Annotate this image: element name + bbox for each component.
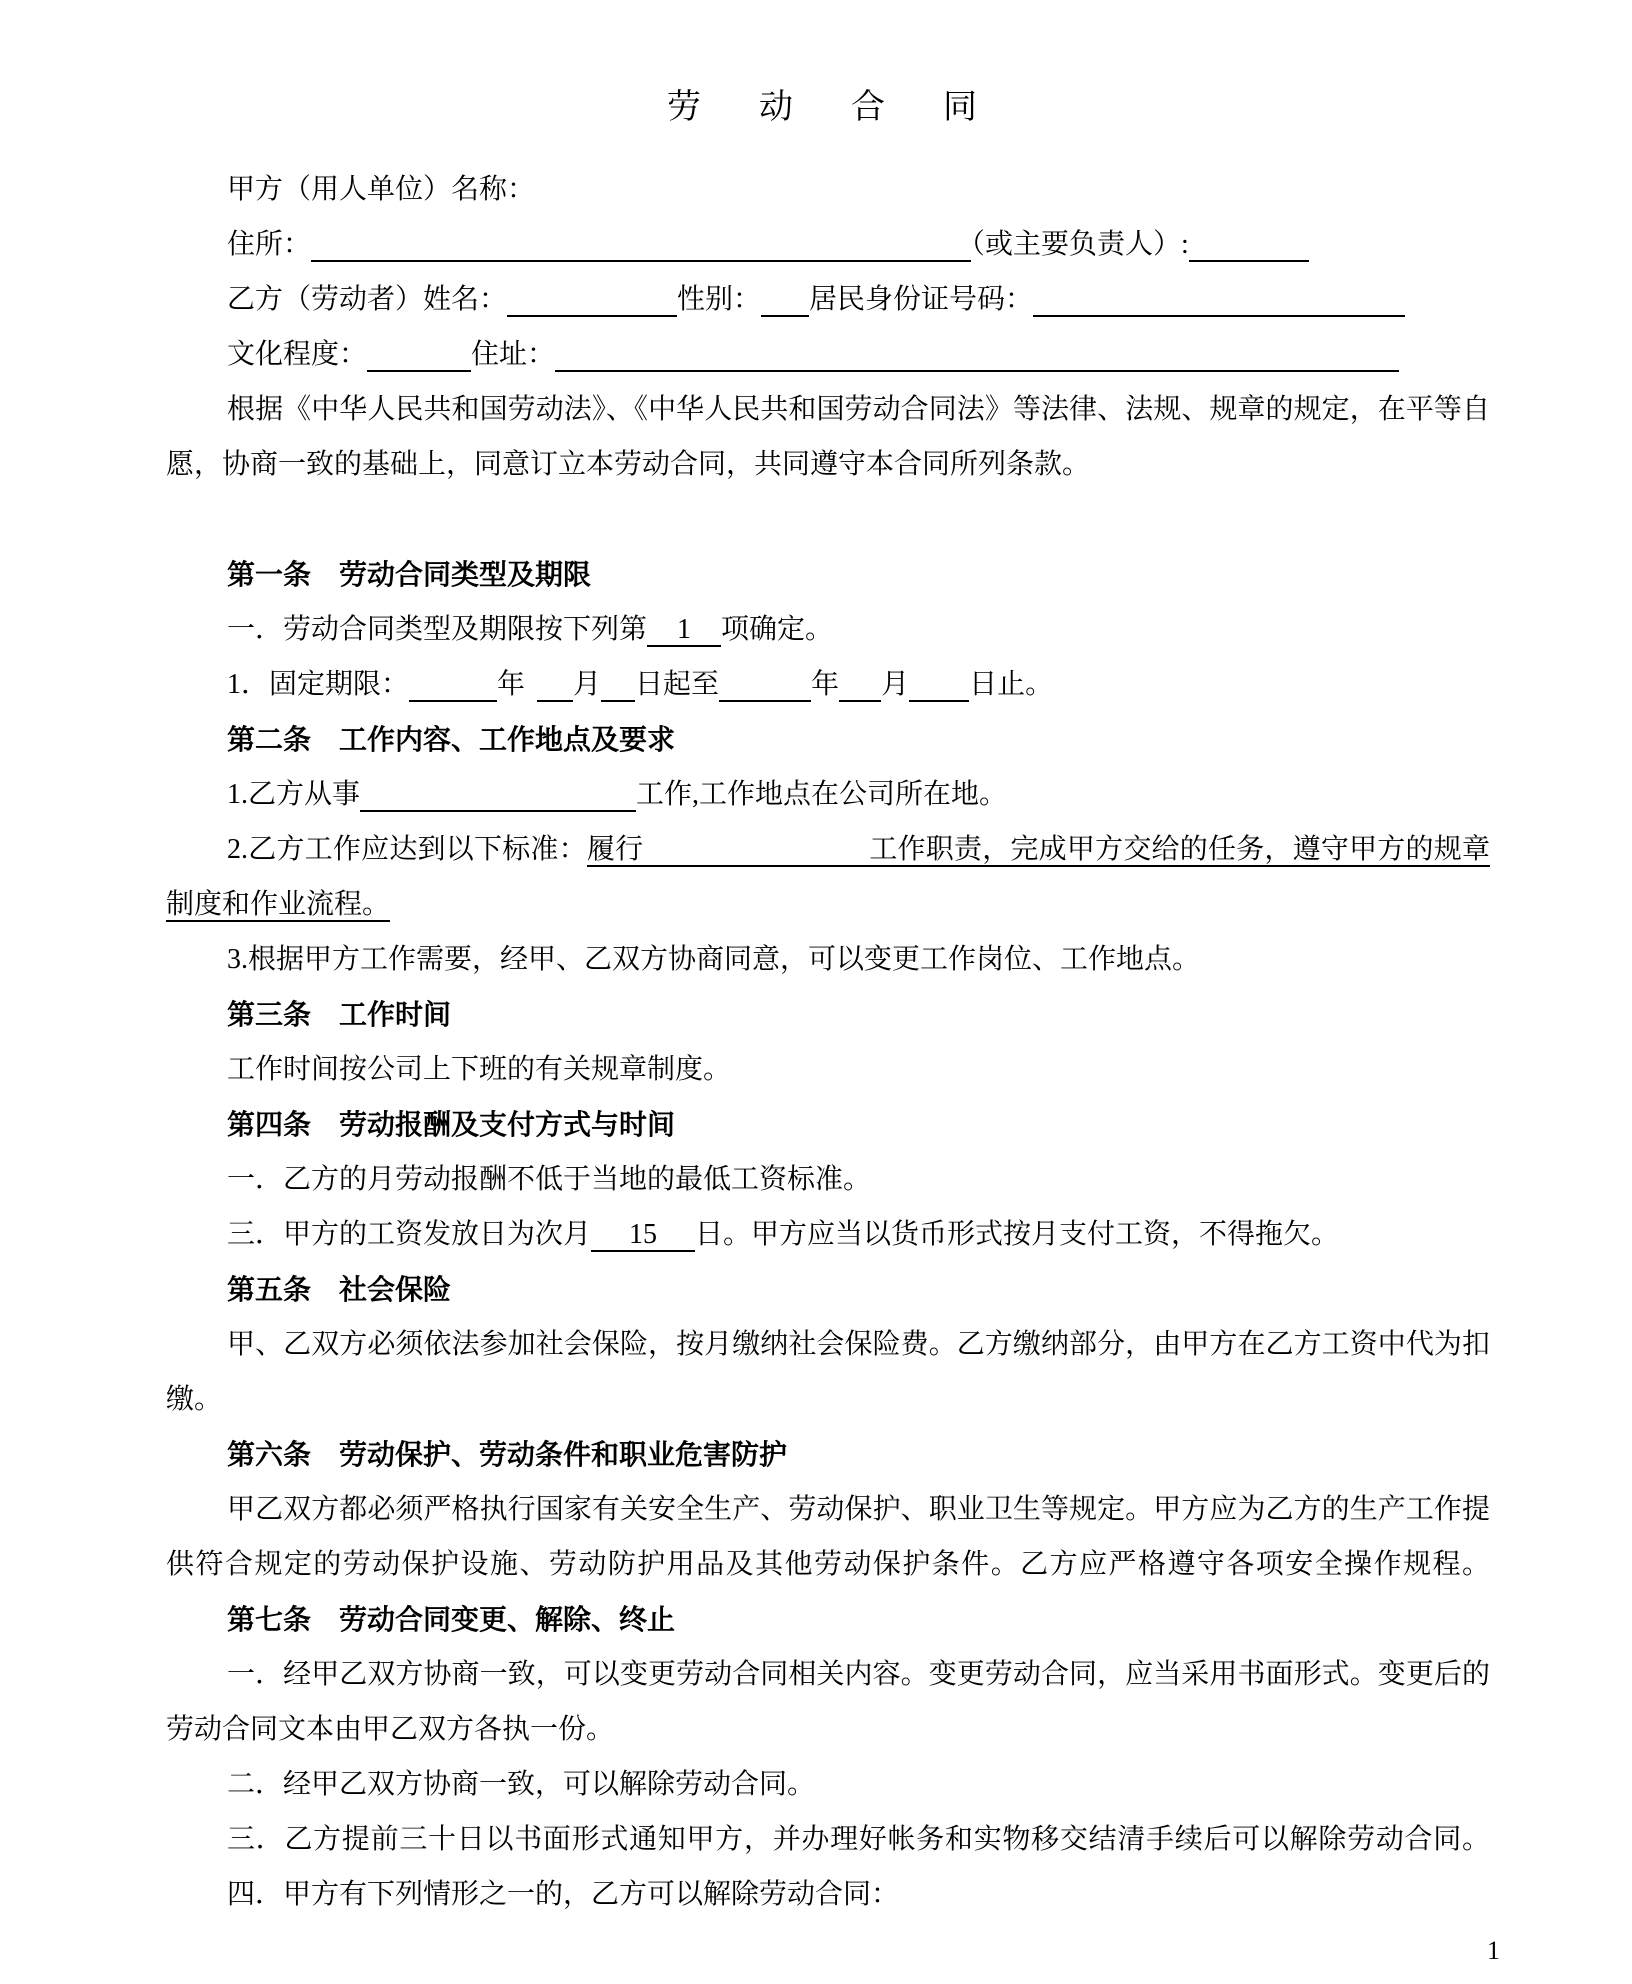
contract-change-line-1 — [166, 1647, 1490, 1702]
social-insurance-text-2: 缴。 — [166, 1384, 223, 1415]
article-7-heading — [166, 1592, 1490, 1647]
mutual-termination-text: 二．经甲乙双方协商一致，可以解除劳动合同。 — [227, 1769, 816, 1800]
employee-termination-text: 四．甲方有下列情形之一的，乙方可以解除劳动合同： — [227, 1879, 900, 1910]
blank-education — [367, 339, 471, 372]
employee-name-label: 乙方（劳动者）姓名： — [227, 284, 508, 315]
party-b-education-line — [166, 327, 1490, 382]
article-5-heading — [166, 1262, 1490, 1317]
labor-protection-text-2: 供符合规定的劳动保护设施、劳动防护用品及其他劳动保护条件。乙方应严格遵守各项安全操作规程。 — [166, 1549, 1490, 1580]
social-insurance-text-1: 甲、乙双方必须依法参加社会保险，按月缴纳社会保险费。乙方缴纳部分，由甲方在乙方工资中代为扣 — [227, 1329, 1490, 1360]
blank-employee-name — [507, 284, 677, 317]
job-text-pre: 1.乙方从事 — [227, 779, 361, 810]
blank-job-title — [360, 779, 636, 812]
blank-payday-value: 15 — [591, 1219, 695, 1252]
gender-label: 性别： — [677, 284, 762, 315]
work-standard-label: 2.乙方工作应达到以下标准： — [227, 834, 587, 865]
payday-text-pre: 三．甲方的工资发放日为次月 — [227, 1219, 592, 1250]
article-1-heading-text: 第一条 劳动合同类型及期限 — [227, 559, 592, 590]
article-6-heading — [166, 1427, 1490, 1482]
job-change-item — [166, 932, 1490, 987]
payday-text-post: 日。甲方应当以货币形式按月支付工资，不得拖欠。 — [695, 1219, 1340, 1250]
blank-principal-name — [1189, 229, 1309, 262]
page-number: 1 — [1487, 1936, 1500, 1965]
article-5-heading-text: 第五条 社会保险 — [227, 1274, 452, 1305]
blank-duty-title — [643, 834, 869, 867]
labor-protection-text-1: 甲乙双方都必须严格执行国家有关安全生产、劳动保护、职业卫生等规定。甲方应为乙方的生产工作提 — [227, 1494, 1490, 1525]
article-2-heading — [166, 712, 1490, 767]
minimum-wage-text: 一．乙方的月劳动报酬不低于当地的最低工资标准。 — [227, 1164, 872, 1195]
contract-document — [166, 84, 1490, 1922]
job-text-post: 工作,工作地点在公司所在地。 — [636, 779, 1008, 810]
preamble-text-1: 根据《中华人民共和国劳动法》、《中华人民共和国劳动合同法》等法律、法规、规章的规定，在平等自 — [227, 394, 1490, 425]
article-1-heading — [166, 547, 1490, 602]
work-standard-underlined-1: 履行 — [586, 834, 644, 865]
work-hours-item — [166, 1042, 1490, 1097]
contract-change-text-2: 劳动合同文本由甲乙双方各执一份。 — [166, 1714, 615, 1745]
payday-item — [166, 1207, 1490, 1262]
home-address-label: 住址： — [471, 339, 556, 370]
fixed-term-label: 1．固定期限： — [227, 669, 410, 700]
blank-start-month — [537, 669, 573, 702]
blank-contract-type-number: 1 — [647, 614, 721, 647]
blank-employer-address — [311, 229, 971, 262]
article-3-heading — [166, 987, 1490, 1042]
blank-start-year — [409, 669, 497, 702]
employee-termination-item — [166, 1867, 1490, 1922]
blank-end-month — [839, 669, 881, 702]
contract-type-item — [166, 602, 1490, 657]
employee-notice-text: 三．乙方提前三十日以书面形式通知甲方，并办理好帐务和实物移交结清手续后可以解除劳动合同。 — [227, 1824, 1490, 1855]
contract-type-text-pre: 一．劳动合同类型及期限按下列第 — [227, 614, 648, 645]
end-year-label: 年 — [811, 669, 840, 700]
mutual-termination-item — [166, 1757, 1490, 1812]
blank-end-day — [909, 669, 969, 702]
article-4-heading-text: 第四条 劳动报酬及支付方式与时间 — [227, 1109, 676, 1140]
term-end-label: 日止。 — [969, 669, 1054, 700]
social-insurance-line-2 — [166, 1372, 1490, 1427]
preamble-line-2 — [166, 437, 1490, 492]
start-year-label: 年 — [497, 669, 526, 700]
social-insurance-line-1 — [166, 1317, 1490, 1372]
labor-protection-line-2 — [166, 1537, 1490, 1592]
preamble-line-1 — [166, 382, 1490, 437]
minimum-wage-item — [166, 1152, 1490, 1207]
contract-type-text-post: 项确定。 — [721, 614, 834, 645]
article-3-heading-text: 第三条 工作时间 — [227, 999, 452, 1030]
work-standard-line-1 — [166, 822, 1490, 877]
party-a-address-line — [166, 217, 1490, 272]
party-b-info-line — [166, 272, 1490, 327]
term-mid-label: 日起至 — [635, 669, 720, 700]
employee-notice-item — [166, 1812, 1490, 1867]
job-item — [166, 767, 1490, 822]
article-6-heading-text: 第六条 劳动保护、劳动条件和职业危害防护 — [227, 1439, 788, 1470]
blank-end-year — [719, 669, 811, 702]
article-7-heading-text: 第七条 劳动合同变更、解除、终止 — [227, 1604, 676, 1635]
contract-change-text-1: 一．经甲乙双方协商一致，可以变更劳动合同相关内容。变更劳动合同，应当采用书面形式。变更后的 — [227, 1659, 1490, 1690]
education-label: 文化程度： — [227, 339, 368, 370]
work-standard-line-2 — [166, 877, 1490, 932]
work-standard-underlined-3: 制度和作业流程。 — [166, 889, 391, 920]
start-month-label: 月 — [573, 669, 602, 700]
fixed-term-item — [166, 657, 1490, 712]
blank-line-spacer — [166, 492, 1490, 547]
party-a-name-line — [166, 162, 1490, 217]
article-2-heading-text: 第二条 工作内容、工作地点及要求 — [227, 724, 676, 755]
work-standard-underlined-2: 工作职责，完成甲方交给的任务，遵守甲方的规章 — [869, 834, 1490, 865]
preamble-text-2: 愿，协商一致的基础上，同意订立本劳动合同，共同遵守本合同所列条款。 — [166, 449, 1091, 480]
blank-home-address — [555, 339, 1399, 372]
principal-label: （或主要负责人）: — [971, 229, 1189, 260]
article-4-heading — [166, 1097, 1490, 1152]
id-number-label: 居民身份证号码： — [809, 284, 1034, 315]
work-hours-text: 工作时间按公司上下班的有关规章制度。 — [227, 1054, 732, 1085]
labor-protection-line-1 — [166, 1482, 1490, 1537]
contract-title: 劳 动 合 同 — [667, 89, 989, 126]
end-month-label: 月 — [881, 669, 910, 700]
contract-change-line-2 — [166, 1702, 1490, 1757]
blank-gender — [761, 284, 809, 317]
employer-name-label: 甲方（用人单位）名称： — [227, 174, 536, 205]
job-change-text: 3.根据甲方工作需要，经甲、乙双方协商同意，可以变更工作岗位、工作地点。 — [227, 944, 1201, 975]
address-label: 住所： — [227, 229, 312, 260]
blank-start-day — [601, 669, 635, 702]
blank-id-number — [1033, 284, 1405, 317]
